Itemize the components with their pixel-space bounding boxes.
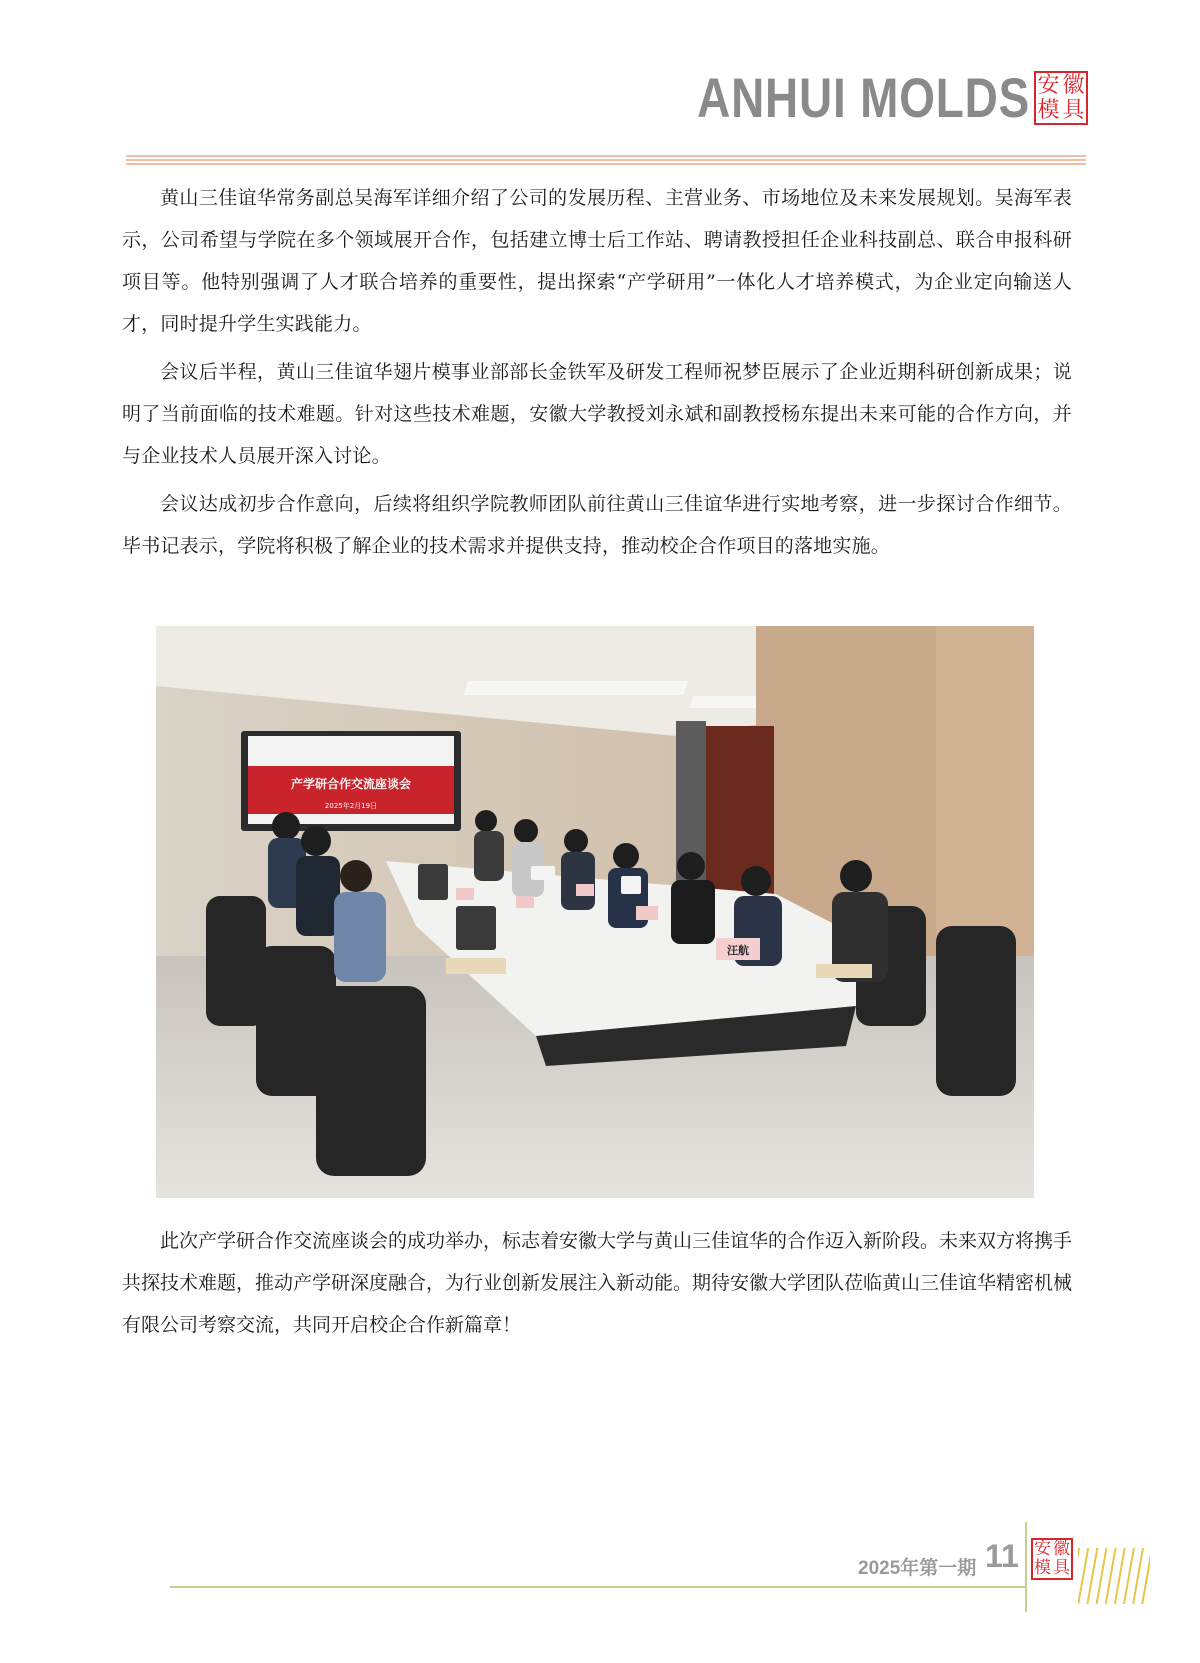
footer-divider (170, 1586, 1025, 1588)
closing-text (122, 1220, 1072, 1346)
screen-title: 产学研合作交流座谈会 (290, 777, 412, 791)
paragraph: 黄山三佳谊华常务副总吴海军详细介绍了公司的发展历程、主营业务、市场地位及未来发展规划。吴海军表示，公司希望与学院在多个领域展开合作，包括建立博士后工作站、聘请教授担任企业科技副总、联合申报科研项目等。他特别强调了人才联合培养的重要性，提出探索“产学研用”一体化人才培养模式，为企业定向输送人才，同时提升学生实践能力。 (122, 187, 1072, 335)
header-brand (624, 66, 1088, 129)
seal-char: 安 (1034, 1539, 1051, 1559)
paragraph: 会议后半程，黄山三佳谊华翅片模事业部部长金铁军及研发工程师祝梦臣展示了企业近期科研创新成果；说明了当前面临的技术难题。针对这些技术难题，安徽大学教授刘永斌和副教授杨东提出未来可能的合作方向，并与企业技术人员展开深入讨论。 (122, 361, 1072, 467)
paragraph: 此次产学研合作交流座谈会的成功举办，标志着安徽大学与黄山三佳谊华的合作迈入新阶段。未来双方将携手共探技术难题，推动产学研深度融合，为行业创新发展注入新动能。期待安徽大学团队莅临黄山三佳谊华精密机械有限公司考察交流，共同开启校企合作新篇章！ (122, 1230, 1073, 1336)
seal-char: 具 (1062, 97, 1085, 123)
seal-char: 模 (1034, 1558, 1051, 1578)
article-body (122, 177, 1072, 567)
meeting-photo (156, 626, 1034, 1198)
seal-char: 安 (1037, 72, 1060, 98)
seal-char: 徽 (1053, 1539, 1070, 1559)
brand-seal (1034, 71, 1088, 125)
seal-char: 模 (1037, 97, 1060, 123)
brand-wordmark: ANHUI MOLDS (697, 66, 1030, 129)
seal-char: 徽 (1062, 72, 1085, 98)
page-number: 11 (985, 1538, 1019, 1574)
header-divider (126, 155, 1086, 165)
footer-seal (1031, 1538, 1073, 1580)
nameplate: 汪航 (727, 944, 749, 957)
footer-vertical-line (1025, 1522, 1027, 1612)
paragraph: 会议达成初步合作意向，后续将组织学院教师团队前往黄山三佳谊华进行实地考察，进一步探讨合作细节。毕书记表示，学院将积极了解企业的技术需求并提供支持，推动校企合作项目的落地实施。 (122, 493, 1072, 557)
screen-date: 2025年2月19日 (324, 802, 378, 810)
seal-char: 具 (1053, 1558, 1070, 1578)
decorative-stripes (1078, 1548, 1150, 1604)
issue-label: 2025年第一期 (858, 1558, 977, 1579)
